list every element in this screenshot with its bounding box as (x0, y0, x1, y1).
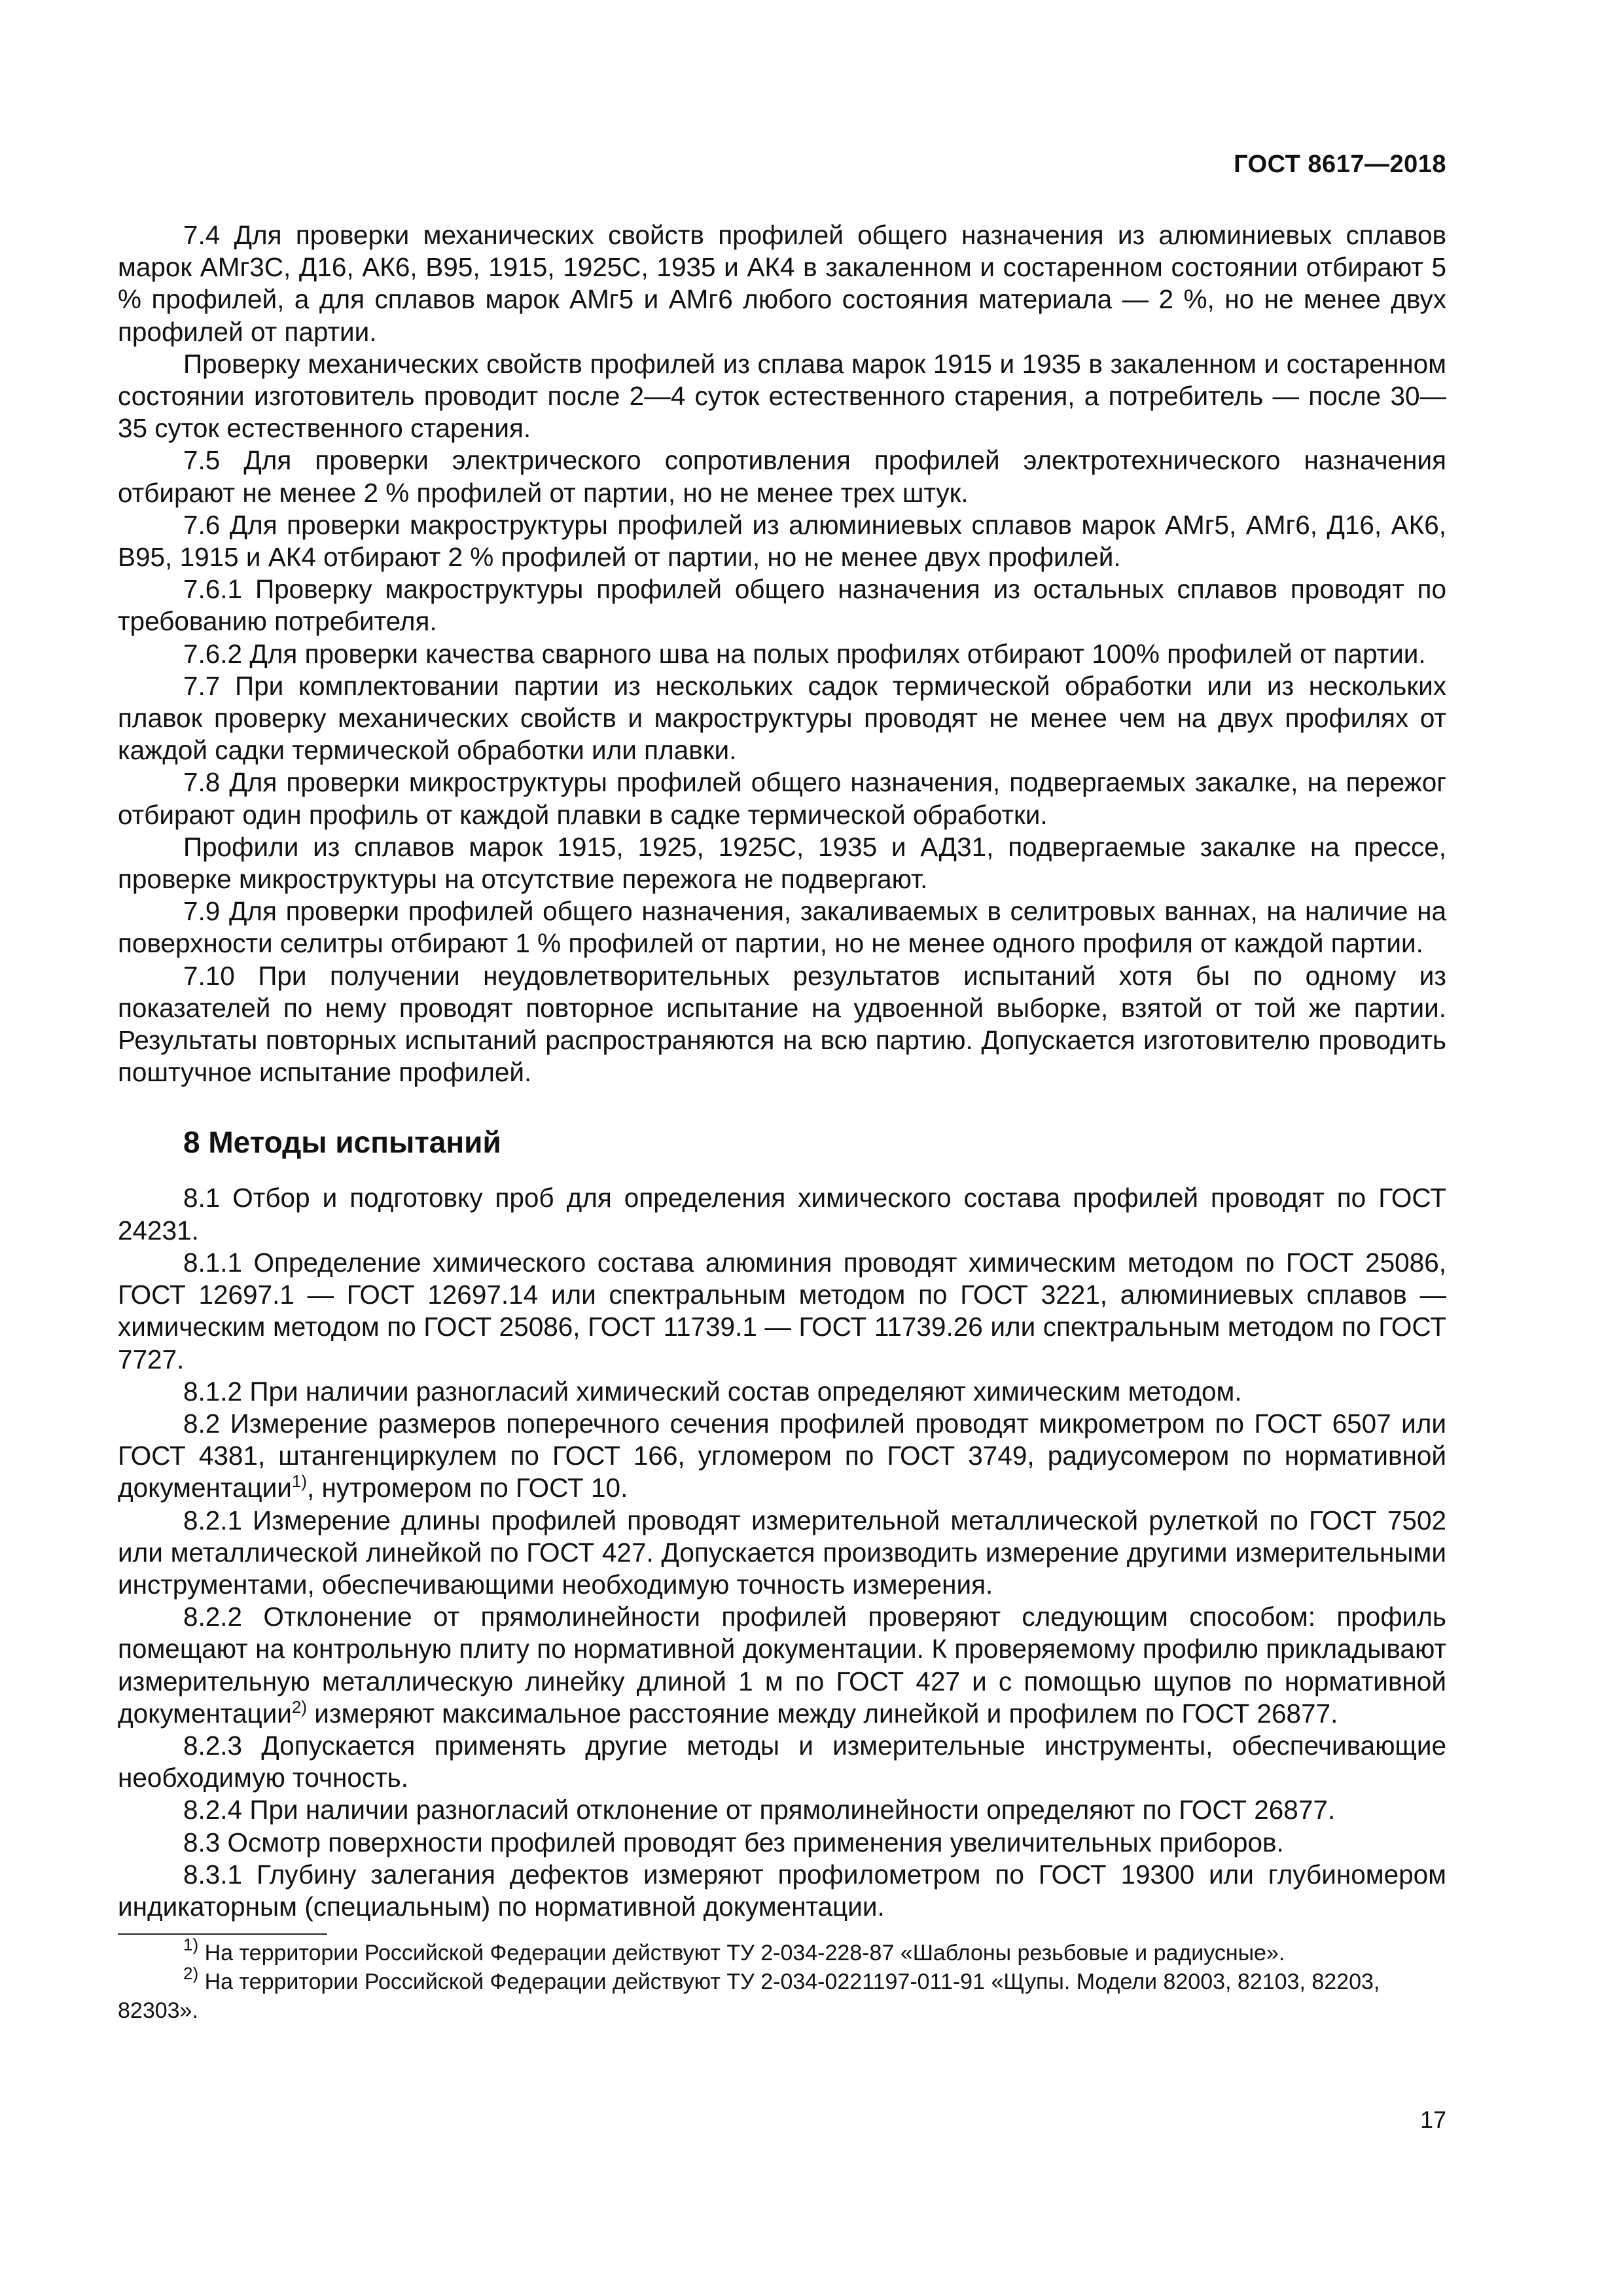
paragraph-7-6-1: 7.6.1 Проверку макроструктуры профилей общего назначения из остальных сплавов проводят по требованию потребителя. (118, 574, 1446, 637)
paragraph-8-3: 8.3 Осмотр поверхности профилей проводят без применения увеличительных приборов. (183, 1827, 1284, 1857)
paragraph-8-2-text: 8.2 Измерение размеров поперечного сечения профилей проводят микрометром по ГОСТ 6507 или ГОСТ 4381, штангенциркулем по ГОСТ 166, угломером по ГОСТ 3749, радиусомером по нормативной документации (118, 1408, 1446, 1503)
paragraph-8-2-3: 8.2.3 Допускается применять другие методы и измерительные инструменты, обеспечивающие необходимую точность. (118, 1730, 1446, 1793)
paragraph-8-2-1: 8.2.1 Измерение длины профилей проводят измерительной металлической рулеткой по ГОСТ 7502 или металлической линейкой по ГОСТ 427. Допускается производить измерение другими измерительными инструментами, обеспечивающими необходимую точность измерения. (118, 1505, 1446, 1600)
footnote-2-text: На территории Российской Федерации действуют ТУ 2-034-0221197-011-91 «Щупы. Модели 82003, 82103, 82203, 82303». (118, 1969, 1380, 2024)
paragraph-8-2-2 (118, 1601, 1446, 1730)
paragraph-8-2-4: 8.2.4 При наличии разногласий отклонение от прямолинейности определяют по ГОСТ 26877. (183, 1795, 1336, 1825)
paragraph-8-2 (118, 1408, 1446, 1505)
paragraph-7-8: 7.8 Для проверки микроструктуры профилей общего назначения, подвергаемых закалке, на пережог отбирают один профиль от каждой плавки в садке термической обработки. (118, 767, 1446, 830)
paragraph-8-1: 8.1 Отбор и подготовку проб для определения химического состава профилей проводят по ГОСТ 24231. (118, 1183, 1446, 1246)
footnote-separator (118, 1933, 327, 1935)
paragraph-7-6-2: 7.6.2 Для проверки качества сварного шва на полых профилях отбирают 100% профилей от партии. (183, 638, 1426, 669)
paragraph-7-4-aging: Проверку механических свойств профилей из сплава марок 1915 и 1935 в закаленном и состаренном состоянии изготовитель проводит после 2—4 суток естественного старения, а потребитель — после 30—35 суток естественного старения. (118, 348, 1446, 444)
footnote-mark-1: 1) (183, 1935, 199, 1955)
paragraph-8-2-2-text: 8.2.2 Отклонение от прямолинейности профилей проверяют следующим способом: профиль помещают на контрольную плиту по нормативной документации. К проверяемому профилю прикладывают измерительную металлическую линейку длиной 1 м по ГОСТ 427 и с помощью щупов по нормативной документации (118, 1602, 1446, 1729)
footnote-ref-2[interactable]: 2) (291, 1696, 308, 1717)
paragraph-8-1-2: 8.1.2 При наличии разногласий химический состав определяют химическим методом. (183, 1376, 1242, 1407)
page-content (118, 219, 1446, 2025)
paragraph-8-2-tail: , нутромером по ГОСТ 10. (307, 1473, 628, 1503)
footnote-1-text: На территории Российской Федерации действуют ТУ 2-034-228-87 «Шаблоны резьбовые и радиусные». (198, 1941, 1285, 1966)
paragraph-7-9: 7.9 Для проверки профилей общего назначения, закаливаемых в селитровых ваннах, на наличие на поверхности селитры отбирают 1 % профилей от партии, но не менее одного профиля от каждой партии. (118, 896, 1446, 959)
footnote-1 (118, 1935, 1446, 1967)
page-number: 17 (1419, 2106, 1446, 2133)
paragraph-8-1-1: 8.1.1 Определение химического состава алюминия проводят химическим методом по ГОСТ 25086, ГОСТ 12697.1 — ГОСТ 12697.14 или спектральным методом по ГОСТ 3221, алюминиевых сплавов — химическим методом по ГОСТ 25086, ГОСТ 11739.1 — ГОСТ 11739.26 или спектральным методом по ГОСТ 7727. (118, 1247, 1446, 1374)
paragraph-8-2-2-tail: измеряют максимальное расстояние между линейкой и профилем по ГОСТ 26877. (307, 1698, 1338, 1729)
paragraph-7-8-press: Профили из сплавов марок 1915, 1925, 1925С, 1935 и АД31, подвергаемые закалке на прессе, проверке микроструктуры на отсутствие пережога не подвергают. (118, 831, 1446, 895)
paragraph-7-7: 7.7 При комплектовании партии из нескольких садок термической обработки или из нескольких плавок проверку механических свойств и макроструктуры проводят не менее чем на двух профилях от каждой садки термической обработки или плавки. (118, 670, 1446, 766)
section-heading: 8 Методы испытаний (183, 1125, 501, 1160)
footnote-2 (118, 1964, 1446, 2025)
paragraph-7-6: 7.6 Для проверки макроструктуры профилей из алюминиевых сплавов марок АМг5, АМг6, Д16, АК6, В95, 1915 и АК4 отбирают 2 % профилей от партии, но не менее двух профилей. (118, 509, 1446, 573)
footnote-ref-1[interactable]: 1) (291, 1471, 308, 1492)
paragraph-7-5: 7.5 Для проверки электрического сопротивления профилей электротехнического назначения отбирают не менее 2 % профилей от партии, но не менее трех штук. (118, 445, 1446, 508)
document-code-header: ГОСТ 8617—2018 (1234, 151, 1446, 178)
footnote-mark-2: 2) (183, 1964, 199, 1984)
paragraph-8-3-1: 8.3.1 Глубину залегания дефектов измеряют профилометром по ГОСТ 19300 или глубиномером индикаторным (специальным) по нормативной документации. (118, 1859, 1446, 1922)
paragraph-7-10: 7.10 При получении неудовлетворительных результатов испытаний хотя бы по одному из показателей по нему проводят повторное испытание на удвоенной выборке, взятой от той же партии. Результаты повторных испытаний распространяются на всю партию. Допускается изготовителю проводить поштучное испытание профилей. (118, 960, 1446, 1088)
paragraph-7-4: 7.4 Для проверки механических свойств профилей общего назначения из алюминиевых сплавов марок АМг3С, Д16, АК6, В95, 1915, 1925С, 1935 и АК4 в закаленном и состаренном состоянии отбирают 5 % профилей, а для сплавов марок АМг5 и АМг6 любого состояния материала — 2 %, но не менее двух профилей от партии. (118, 220, 1446, 347)
